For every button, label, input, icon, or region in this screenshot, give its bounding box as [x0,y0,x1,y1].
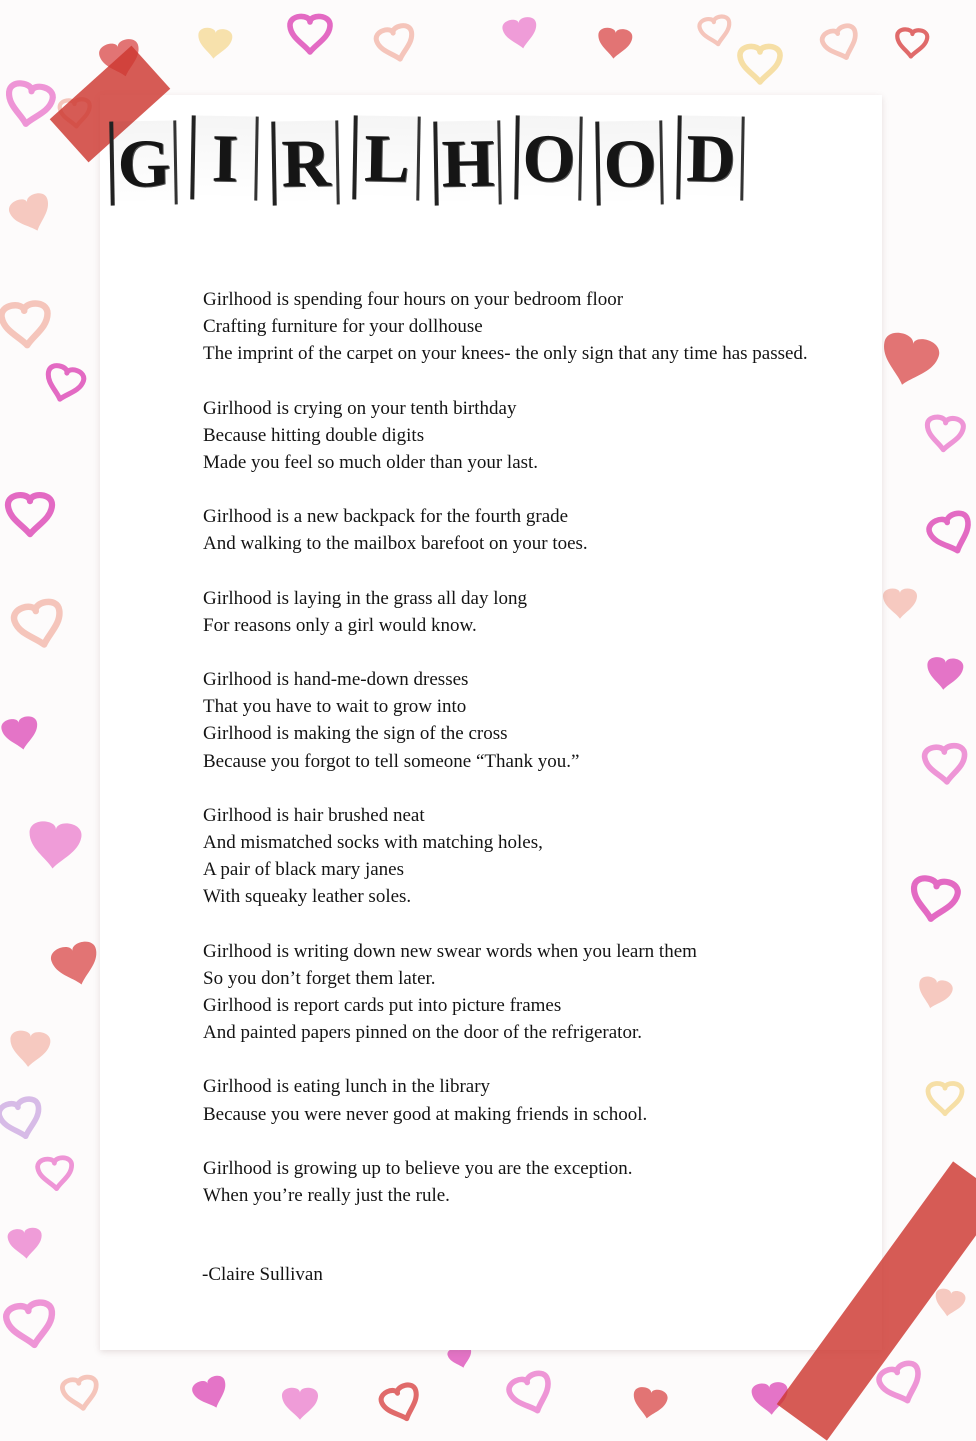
poem-line: Girlhood is hair brushed neat [203,804,425,826]
heart-doodle [8,1030,51,1069]
heart-doodle [924,745,967,784]
poem-line: Girlhood is spending four hours on your bedroom floor [203,289,624,310]
heart-doodle [61,1376,100,1412]
poem-line: So you don’t forget them later. [203,967,436,989]
stanza [203,1073,863,1127]
heart-doodle [932,1287,966,1318]
heart-doodle [877,1360,927,1407]
poem-line: Girlhood is growing up to believe you are the exception. [203,1157,633,1179]
heart-doodle [927,510,976,557]
heart-doodle [928,1083,962,1113]
title-letter: L [352,115,420,200]
poem-line: And mismatched socks with matching holes, [203,832,543,854]
poem-title [110,110,810,210]
poem-line: Girlhood is crying on your tenth birthday [203,397,517,419]
poem-line: Because you were never good at making friends in school. [203,1103,648,1125]
title-letter: O [514,115,582,200]
poem-line: Girlhood is eating lunch in the library [203,1076,491,1098]
heart-doodle [630,1386,669,1422]
heart-doodle [4,81,54,127]
stanza [203,1155,863,1209]
stanza [203,585,863,639]
heart-doodle [1,302,50,347]
heart-doodle [5,1301,57,1349]
poem-line: Made you feel so much older than your last. [203,452,539,474]
heart-doodle [190,1373,232,1413]
stanza [203,938,863,1047]
heart-doodle [12,599,67,650]
poem-author: -Claire Sullivan [202,1264,323,1285]
poem-line: With squeaky leather soles. [203,886,412,908]
stanza [203,503,863,557]
poem-line: A pair of black mary janes [203,859,405,881]
poem-line: And painted papers pinned on the door of the refrigerator. [203,1022,642,1044]
heart-doodle [875,329,942,392]
heart-doodle [883,588,917,618]
heart-doodle [37,1157,74,1190]
poem-line: And walking to the mailbox barefoot on your toes. [203,533,588,555]
heart-doodle [290,16,330,52]
heart-doodle [698,15,733,47]
stanza [203,395,863,477]
title-letter: R [271,120,339,205]
heart-doodle [7,1227,44,1260]
poem-line: Girlhood is making the sign of the cross [203,723,508,745]
poem-line: Girlhood is writing down new swear words when you learn them [203,940,697,962]
heart-doodle [740,46,780,82]
poem-line: When you’re really just the rule. [203,1185,450,1207]
poem-line: For reasons only a girl would know. [203,614,477,636]
poem-line: Because you forgot to tell someone “Thank you.” [203,750,580,772]
heart-doodle [820,23,862,63]
poem-line: Because hitting double digits [203,424,425,446]
heart-doodle [507,1370,557,1417]
heart-doodle [196,27,233,60]
poem-line: Girlhood is laying in the grass all day long [203,587,528,609]
heart-doodle [0,715,41,753]
heart-doodle [379,1382,424,1424]
stanza [203,286,863,368]
heart-doodle [49,939,104,990]
heart-doodle [925,656,964,691]
heart-doodle [925,416,964,451]
heart-doodle [8,495,52,534]
poem-line: Crafting furniture for your dollhouse [203,316,483,338]
heart-doodle [374,24,417,64]
heart-doodle [896,29,928,58]
heart-doodle [42,364,85,404]
title-letter: H [433,120,501,205]
poem-body [203,286,863,1236]
heart-doodle [596,27,633,60]
poem-line: That you have to wait to grow into [203,696,467,718]
poem-line: Girlhood is report cards put into picture frames [203,995,562,1017]
title-letter: O [595,120,663,205]
stanza [203,666,863,775]
heart-doodle [914,974,955,1012]
poem-line: Girlhood is a new backpack for the fourth grade [203,506,569,528]
title-letter: G [109,120,177,205]
heart-doodle [7,190,57,237]
poem-line: The imprint of the carpet on your knees- the only sign that any time has passed. [203,343,808,365]
poem-line: Girlhood is hand-me-down dresses [203,669,469,691]
title-letter: D [676,115,744,200]
stanza [203,802,863,911]
heart-doodle [909,876,959,922]
heart-doodle [0,1097,45,1142]
heart-doodle [501,16,540,52]
title-letter: I [190,115,258,200]
heart-doodle [282,1388,318,1420]
heart-doodle [27,820,83,871]
